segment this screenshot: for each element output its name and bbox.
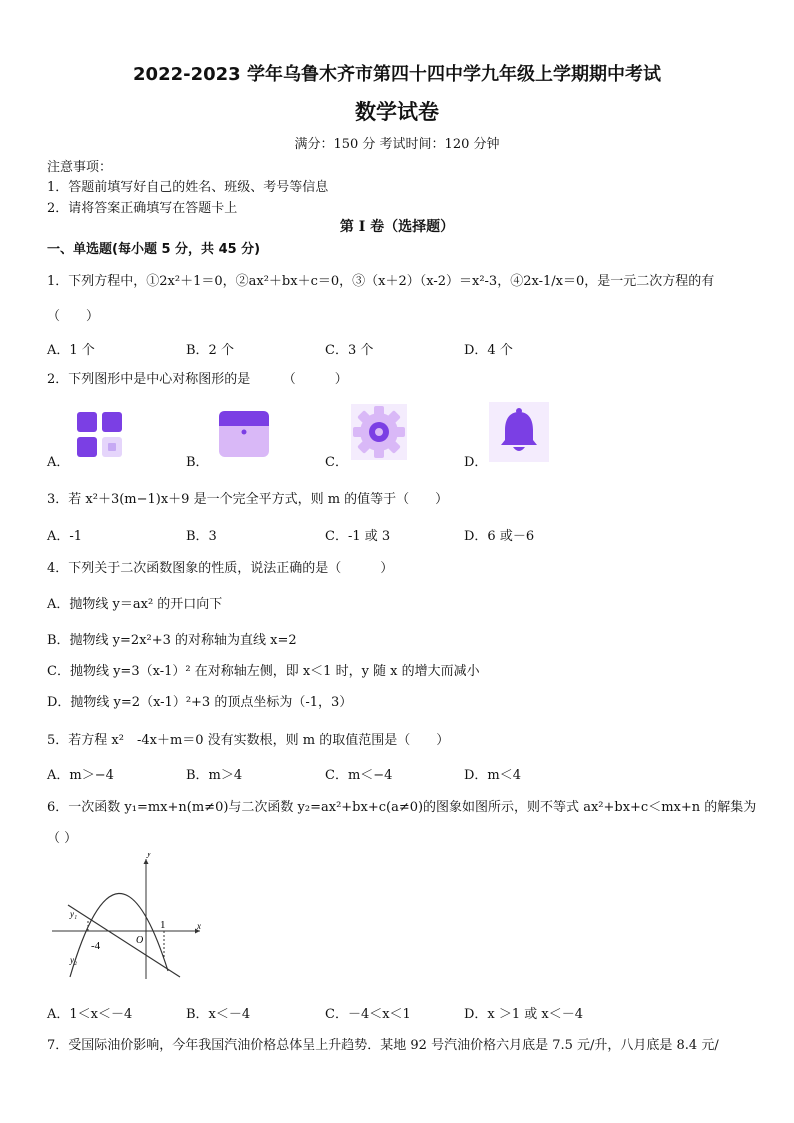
graph-label-y2: y₂: [70, 955, 78, 965]
section-part: 一、单选题(每小题 5 分，共 45 分): [47, 242, 261, 257]
question-4-option-c[interactable]: C．抛物线 y=3（x-1）² 在对称轴左侧，即 x＜1 时，y 随 x 的增大而减小: [47, 664, 480, 679]
exam-subject: 数学试卷: [355, 100, 439, 124]
question-2-option-d[interactable]: D．: [464, 455, 488, 470]
question-6-option-d[interactable]: D．x ＞1 或 x＜－4: [464, 1007, 584, 1022]
question-1-option-c[interactable]: C．3 个: [325, 343, 374, 358]
notes-item: 2．请将答案正确填写在答题卡上: [47, 201, 238, 216]
question-6-option-b[interactable]: B．x＜－4: [186, 1007, 251, 1022]
question-1-stem-bracket: （ ）: [47, 309, 100, 324]
gear-icon: [347, 400, 411, 468]
exam-meta: 满分：150 分 考试时间：120 分钟: [294, 137, 500, 152]
question-3-option-c[interactable]: C．-1 或 3: [325, 529, 391, 544]
question-2-option-b[interactable]: B．: [186, 455, 209, 470]
question-3-stem: 3．若 x²＋3(m−1)x＋9 是一个完全平方式，则 m 的值等于（ ）: [47, 492, 449, 507]
question-2-option-a[interactable]: A．: [47, 455, 70, 470]
grid-icon: [75, 410, 125, 464]
bell-icon: [487, 400, 551, 468]
question-1-option-b[interactable]: B．2 个: [186, 343, 234, 358]
question-6-option-a[interactable]: A．1＜x＜－4: [47, 1007, 133, 1022]
exam-title: 2022-2023 学年乌鲁木齐市第四十四中学九年级上学期期中考试: [133, 64, 661, 85]
question-5-stem: 5．若方程 x² -4x＋m＝0 没有实数根，则 m 的取值范围是（ ）: [47, 733, 450, 748]
question-5-option-b[interactable]: B．m＞4: [186, 768, 243, 783]
question-4-option-d[interactable]: D．抛物线 y=2（x-1）²+3 的顶点坐标为（-1，3）: [47, 695, 353, 710]
question-3-option-d[interactable]: D．6 或－6: [464, 529, 535, 544]
question-5-option-d[interactable]: D．m＜4: [464, 768, 522, 783]
question-6-stem: 6．一次函数 y₁=mx+n(m≠0)与二次函数 y₂=ax²+bx+c(a≠0)的图象如图所示，则不等式 ax²+bx+c＜mx+n 的解集为: [47, 800, 757, 815]
question-6-graph: [50, 853, 210, 987]
graph-label-origin: O: [136, 935, 144, 946]
question-2-stem: 2．下列图形中是中心对称图形的是 （ ）: [47, 372, 348, 387]
section-title: 第 I 卷（选择题）: [339, 219, 455, 235]
question-2-option-c[interactable]: C．: [325, 455, 348, 470]
graph-label-y1: y₁: [70, 909, 78, 919]
question-6-stem-bracket: （ ）: [47, 831, 78, 846]
question-4-option-b[interactable]: B．抛物线 y=2x²+3 的对称轴为直线 x=2: [47, 633, 297, 648]
question-3-option-b[interactable]: B．3: [186, 529, 217, 544]
graph-label-neg4: -4: [91, 940, 101, 952]
question-3-option-a[interactable]: A．-1: [47, 529, 83, 544]
graph-label-x: x: [197, 921, 201, 931]
question-4-stem: 4．下列关于二次函数图象的性质，说法正确的是（ ）: [47, 561, 394, 576]
question-1-option-d[interactable]: D．4 个: [464, 343, 513, 358]
notes-item: 1．答题前填写好自己的姓名、班级、考号等信息: [47, 180, 329, 195]
question-7-stem: 7．受国际油价影响，今年我国汽油价格总体呈上升趋势．某地 92 号汽油价格六月底是 7.5 元/升，八月底是 8.4 元/: [47, 1038, 719, 1053]
question-1-stem: 1．下列方程中，①2x²＋1＝0，②ax²＋bx＋c＝0，③（x＋2）（x-2）＝x²-3，④2x-1/x＝0，是一元二次方程的有: [47, 274, 715, 289]
question-5-option-c[interactable]: C．m＜−4: [325, 768, 393, 783]
question-1-option-a[interactable]: A．1 个: [47, 343, 95, 358]
graph-label-y: y: [147, 853, 151, 858]
question-4-option-a[interactable]: A．抛物线 y＝ax² 的开口向下: [47, 597, 223, 612]
question-6-option-c[interactable]: C．－4＜x＜1: [325, 1007, 411, 1022]
notes-heading: 注意事项：: [47, 160, 113, 175]
graph-label-1: 1: [160, 919, 166, 931]
pocket-icon: [216, 408, 272, 464]
question-5-option-a[interactable]: A．m＞−4: [47, 768, 114, 783]
